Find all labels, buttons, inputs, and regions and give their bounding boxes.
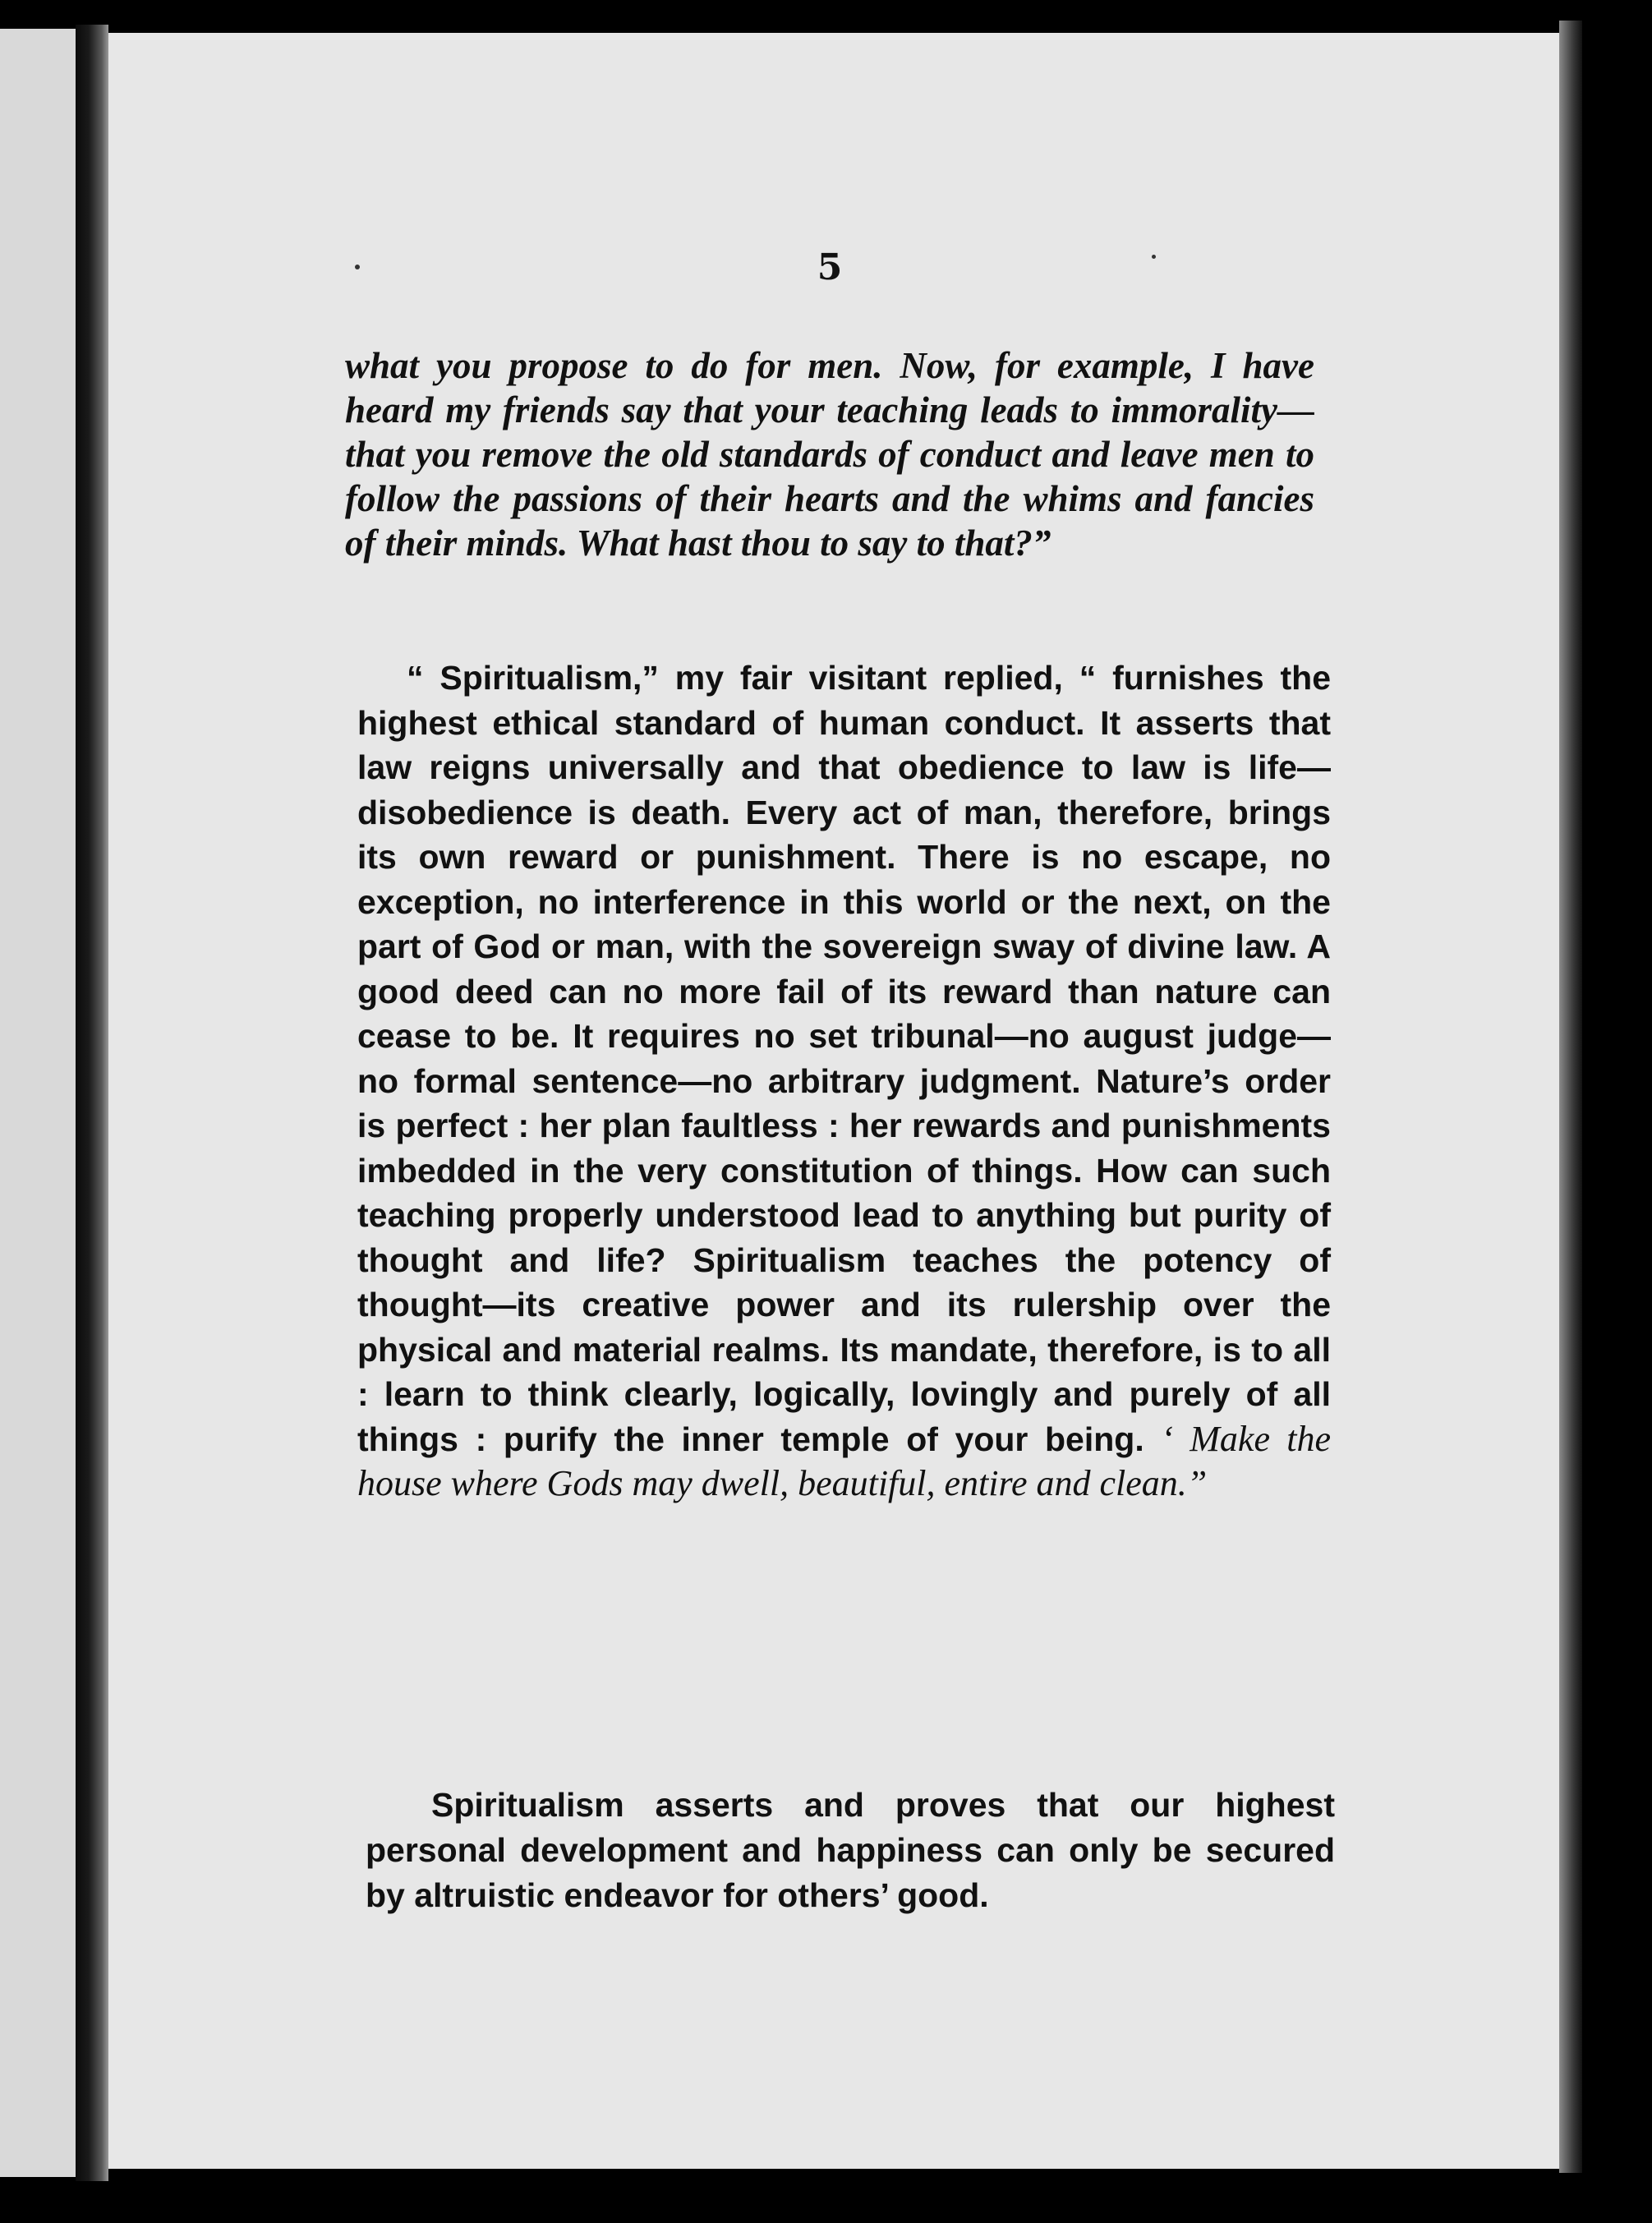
page-right-edge [1559, 21, 1582, 2173]
paragraph-reply [357, 656, 1331, 1507]
book-gutter [76, 25, 108, 2181]
paper-speck [1152, 255, 1156, 259]
paragraph-closing: Spiritualism asserts and proves that our highest personal development and happiness can only be secured by altruistic endeavor for others’ good. [366, 1786, 1335, 1914]
paper-speck [355, 265, 360, 269]
paragraph-intro: what you propose to do for men. Now, for example, I have heard my friends say that your teaching leads to immorality—that you remove the old standards of conduct and leave men to follow the passions of their hearts and the whims and fancies of their minds. What hast thou to say to that?” [345, 345, 1314, 564]
paragraph-reply-quote: ‘ Make the house where Gods may dwell, beautiful, entire and clean.” [357, 1418, 1331, 1503]
page-number: 5 [817, 246, 843, 288]
adjacent-page-edge [0, 29, 78, 2177]
paragraph-reply-text: “ Spiritualism,” my fair visitant replied, “ furnishes the highest ethical standard of human conduct. It asserts that law reigns universally and that obedience to law is life—disobedience is death. Every act of man, therefore, brings its own reward or punishment. There is no escape, no exception, no interference in this world or the next, on the part of God or man, with the sovereign sway of divine law. A good deed can no more fail of its reward than nature can cease to be. It requires no set tribunal—no august judge—no formal sentence—no arbitrary judgment. Nature’s order is perfect : her plan faultless : her rewards and punishments imbedded in the very constitution of things. How can such teaching properly understood lead to anything but purity of thought and life? Spiritualism teaches the potency of thought—its creative power and its rulership over the physical and material realms. Its mandate, therefore, is to all : learn to think clearly, logically, lovingly and purely of all things : purify the inner temple of your being. [357, 659, 1331, 1458]
